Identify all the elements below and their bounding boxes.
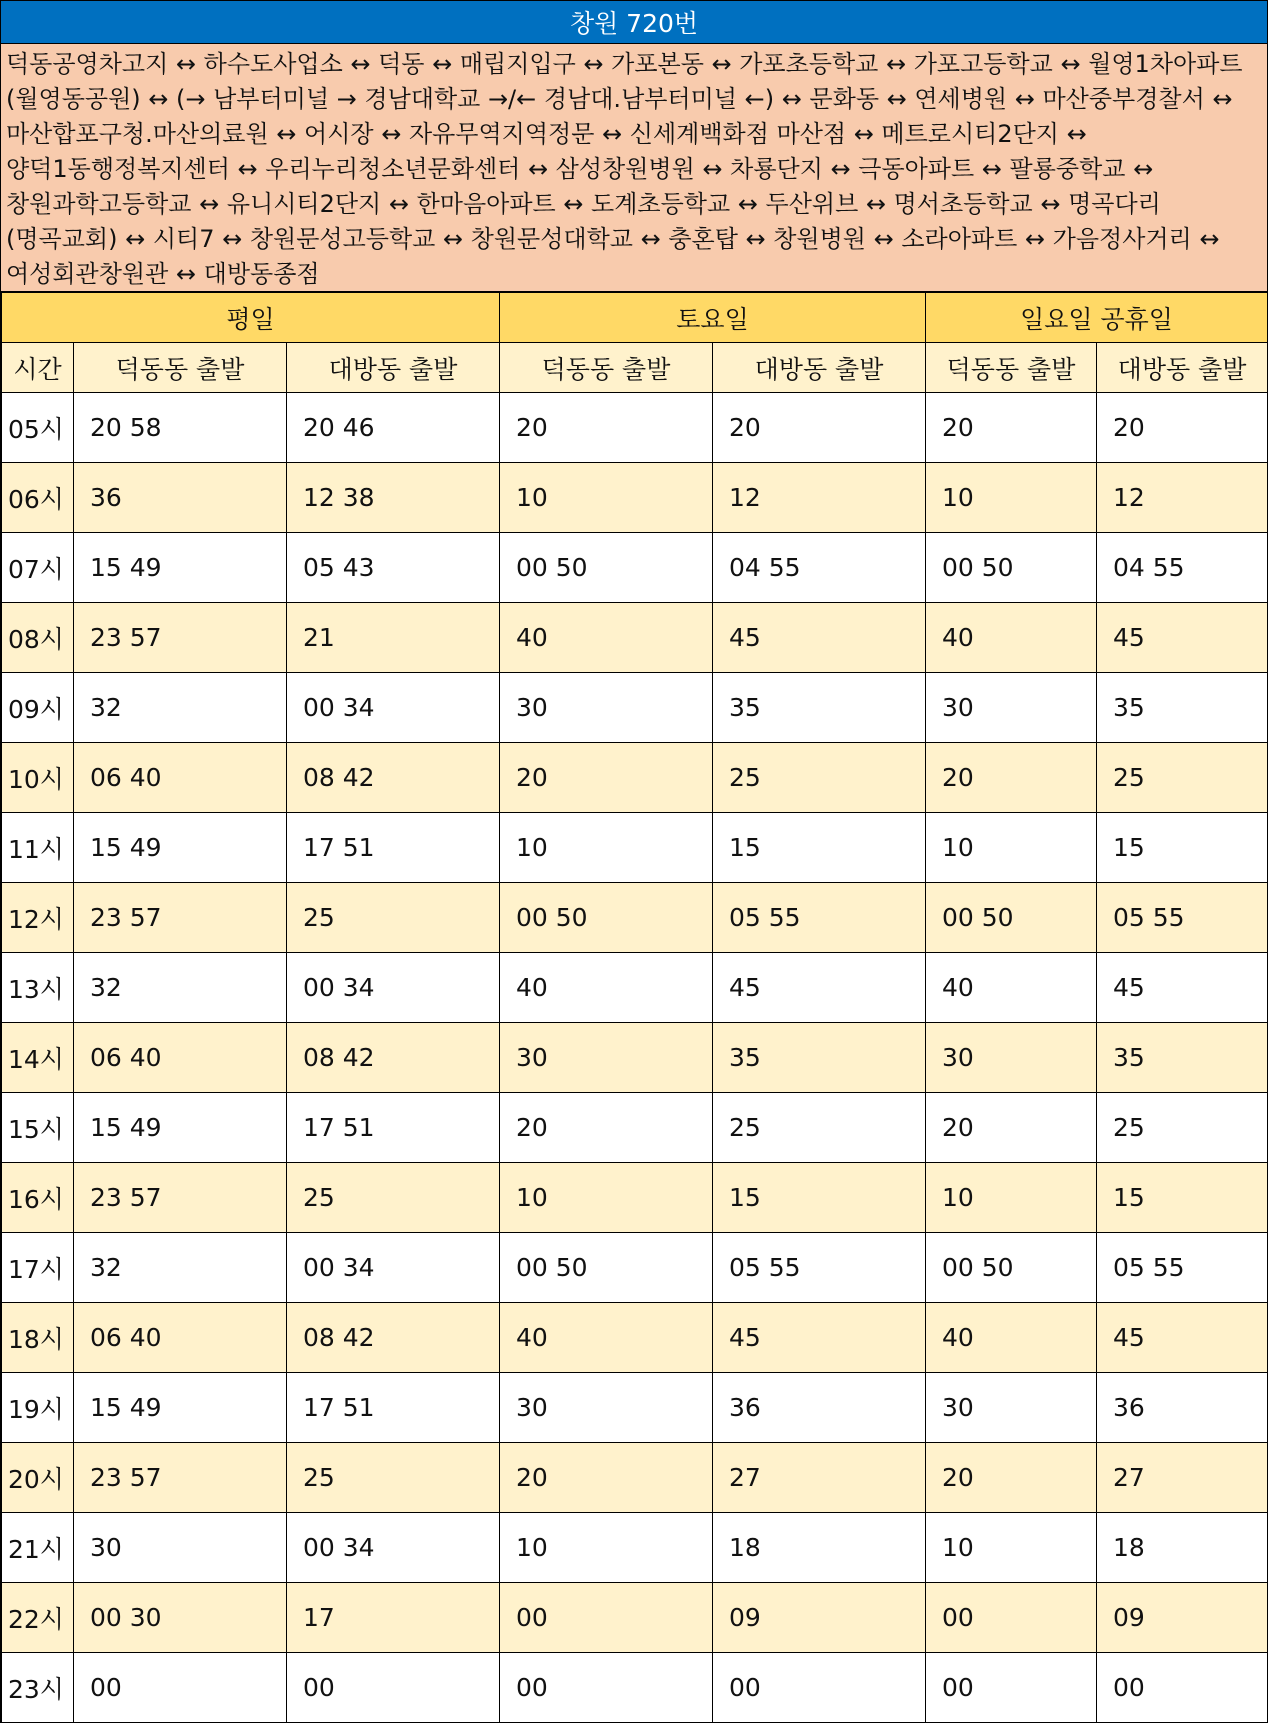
- hour-cell: 20시: [2, 1443, 74, 1513]
- column-header-daebang-saturday: 대방동 출발: [713, 343, 926, 393]
- departure-minutes-cell: 40: [500, 953, 713, 1023]
- table-row: [2, 1093, 1268, 1163]
- hour-cell: 16시: [2, 1163, 74, 1233]
- departure-minutes-cell: 20: [713, 393, 926, 463]
- departure-minutes-cell: 40: [926, 603, 1097, 673]
- departure-minutes-cell: 06 40: [74, 1303, 287, 1373]
- departure-minutes-cell: 00 50: [926, 533, 1097, 603]
- hour-cell: 05시: [2, 393, 74, 463]
- departure-minutes-cell: 00: [713, 1653, 926, 1723]
- departure-minutes-cell: 00: [926, 1653, 1097, 1723]
- departure-minutes-cell: 20: [500, 1093, 713, 1163]
- departure-minutes-cell: 15: [713, 1163, 926, 1233]
- departure-minutes-cell: 20: [926, 393, 1097, 463]
- table-row: [2, 1163, 1268, 1233]
- departure-minutes-cell: 09: [713, 1583, 926, 1653]
- departure-minutes-cell: 23 57: [74, 1443, 287, 1513]
- departure-minutes-cell: 23 57: [74, 603, 287, 673]
- departure-minutes-cell: 00: [287, 1653, 500, 1723]
- departure-minutes-cell: 09: [1097, 1583, 1268, 1653]
- departure-minutes-cell: 30: [926, 1023, 1097, 1093]
- departure-minutes-cell: 05 55: [1097, 883, 1268, 953]
- table-row: [2, 1443, 1268, 1513]
- departure-minutes-cell: 10: [926, 1163, 1097, 1233]
- table-row: [2, 1583, 1268, 1653]
- departure-minutes-cell: 10: [926, 463, 1097, 533]
- departure-minutes-cell: 00: [500, 1653, 713, 1723]
- departure-minutes-cell: 30: [500, 1373, 713, 1443]
- column-header-daebang-weekday: 대방동 출발: [287, 343, 500, 393]
- departure-minutes-cell: 30: [74, 1513, 287, 1583]
- table-row: [2, 743, 1268, 813]
- departure-minutes-cell: 05 55: [713, 1233, 926, 1303]
- hour-cell: 15시: [2, 1093, 74, 1163]
- table-row: [2, 813, 1268, 883]
- departure-minutes-cell: 10: [500, 463, 713, 533]
- departure-minutes-cell: 05 55: [713, 883, 926, 953]
- table-row: [2, 393, 1268, 463]
- departure-minutes-cell: 20: [1097, 393, 1268, 463]
- departure-minutes-cell: 10: [926, 1513, 1097, 1583]
- departure-minutes-cell: 15: [713, 813, 926, 883]
- departure-minutes-cell: 10: [926, 813, 1097, 883]
- departure-minutes-cell: 40: [926, 953, 1097, 1023]
- group-header-saturday: 토요일: [500, 293, 926, 343]
- departure-minutes-cell: 45: [1097, 953, 1268, 1023]
- departure-minutes-cell: 35: [713, 1023, 926, 1093]
- departure-minutes-cell: 25: [1097, 743, 1268, 813]
- table-row: [2, 673, 1268, 743]
- departure-minutes-cell: 18: [713, 1513, 926, 1583]
- departure-minutes-cell: 10: [500, 1513, 713, 1583]
- departure-minutes-cell: 32: [74, 953, 287, 1023]
- departure-minutes-cell: 35: [1097, 1023, 1268, 1093]
- table-row: [2, 533, 1268, 603]
- hour-cell: 22시: [2, 1583, 74, 1653]
- departure-minutes-cell: 23 57: [74, 883, 287, 953]
- table-row: [2, 1373, 1268, 1443]
- departure-minutes-cell: 17 51: [287, 1093, 500, 1163]
- departure-minutes-cell: 04 55: [1097, 533, 1268, 603]
- departure-minutes-cell: 06 40: [74, 743, 287, 813]
- departure-minutes-cell: 25: [287, 883, 500, 953]
- table-row: [2, 463, 1268, 533]
- hour-cell: 21시: [2, 1513, 74, 1583]
- departure-minutes-cell: 15: [1097, 1163, 1268, 1233]
- departure-minutes-cell: 08 42: [287, 743, 500, 813]
- departure-minutes-cell: 20: [500, 1443, 713, 1513]
- hour-cell: 12시: [2, 883, 74, 953]
- departure-minutes-cell: 12 38: [287, 463, 500, 533]
- hour-cell: 14시: [2, 1023, 74, 1093]
- table-row: [2, 1303, 1268, 1373]
- departure-minutes-cell: 32: [74, 673, 287, 743]
- group-header-row: [2, 293, 1268, 343]
- departure-minutes-cell: 08 42: [287, 1023, 500, 1093]
- departure-minutes-cell: 12: [1097, 463, 1268, 533]
- hour-cell: 06시: [2, 463, 74, 533]
- hour-cell: 08시: [2, 603, 74, 673]
- departure-minutes-cell: 00 34: [287, 673, 500, 743]
- table-row: [2, 883, 1268, 953]
- hour-cell: 18시: [2, 1303, 74, 1373]
- departure-minutes-cell: 30: [926, 1373, 1097, 1443]
- hour-cell: 11시: [2, 813, 74, 883]
- table-row: [2, 603, 1268, 673]
- departure-minutes-cell: 36: [74, 463, 287, 533]
- departure-minutes-cell: 20: [926, 743, 1097, 813]
- departure-minutes-cell: 15: [1097, 813, 1268, 883]
- hour-cell: 19시: [2, 1373, 74, 1443]
- departure-minutes-cell: 40: [500, 1303, 713, 1373]
- departure-minutes-cell: 04 55: [713, 533, 926, 603]
- departure-minutes-cell: 21: [287, 603, 500, 673]
- table-row: [2, 953, 1268, 1023]
- departure-minutes-cell: 35: [1097, 673, 1268, 743]
- hour-cell: 13시: [2, 953, 74, 1023]
- departure-minutes-cell: 17: [287, 1583, 500, 1653]
- column-header-row: [2, 343, 1268, 393]
- departure-minutes-cell: 25: [287, 1443, 500, 1513]
- table-row: [2, 1513, 1268, 1583]
- departure-minutes-cell: 15 49: [74, 813, 287, 883]
- hour-cell: 09시: [2, 673, 74, 743]
- table-row: [2, 1653, 1268, 1723]
- timetable-body: [2, 393, 1268, 1723]
- departure-minutes-cell: 45: [1097, 603, 1268, 673]
- departure-minutes-cell: 08 42: [287, 1303, 500, 1373]
- departure-minutes-cell: 00: [500, 1583, 713, 1653]
- departure-minutes-cell: 20: [926, 1093, 1097, 1163]
- departure-minutes-cell: 00 34: [287, 953, 500, 1023]
- departure-minutes-cell: 20: [500, 393, 713, 463]
- column-header-deokdong-sunday: 덕동동 출발: [926, 343, 1097, 393]
- departure-minutes-cell: 12: [713, 463, 926, 533]
- group-header-sunday-holiday: 일요일 공휴일: [926, 293, 1268, 343]
- departure-minutes-cell: 00: [74, 1653, 287, 1723]
- departure-minutes-cell: 30: [500, 673, 713, 743]
- departure-minutes-cell: 00 50: [500, 883, 713, 953]
- departure-minutes-cell: 45: [713, 953, 926, 1023]
- departure-minutes-cell: 27: [713, 1443, 926, 1513]
- departure-minutes-cell: 40: [926, 1303, 1097, 1373]
- hour-cell: 07시: [2, 533, 74, 603]
- departure-minutes-cell: 20: [926, 1443, 1097, 1513]
- departure-minutes-cell: 15 49: [74, 1093, 287, 1163]
- departure-minutes-cell: 17 51: [287, 813, 500, 883]
- departure-minutes-cell: 23 57: [74, 1163, 287, 1233]
- departure-minutes-cell: 20 58: [74, 393, 287, 463]
- departure-minutes-cell: 18: [1097, 1513, 1268, 1583]
- departure-minutes-cell: 00 30: [74, 1583, 287, 1653]
- departure-minutes-cell: 36: [713, 1373, 926, 1443]
- hour-cell: 23시: [2, 1653, 74, 1723]
- group-header-weekday: 평일: [2, 293, 500, 343]
- departure-minutes-cell: 20 46: [287, 393, 500, 463]
- timetable: [1, 292, 1268, 1723]
- column-header-time: 시간: [2, 343, 74, 393]
- table-row: [2, 1023, 1268, 1093]
- departure-minutes-cell: 15 49: [74, 533, 287, 603]
- column-header-daebang-sunday: 대방동 출발: [1097, 343, 1268, 393]
- table-row: [2, 1233, 1268, 1303]
- departure-minutes-cell: 20: [500, 743, 713, 813]
- column-header-deokdong-weekday: 덕동동 출발: [74, 343, 287, 393]
- departure-minutes-cell: 36: [1097, 1373, 1268, 1443]
- departure-minutes-cell: 00 50: [926, 1233, 1097, 1303]
- departure-minutes-cell: 25: [713, 743, 926, 813]
- departure-minutes-cell: 00 50: [500, 533, 713, 603]
- departure-minutes-cell: 05 55: [1097, 1233, 1268, 1303]
- departure-minutes-cell: 25: [713, 1093, 926, 1163]
- departure-minutes-cell: 25: [287, 1163, 500, 1233]
- departure-minutes-cell: 00 34: [287, 1233, 500, 1303]
- departure-minutes-cell: 17 51: [287, 1373, 500, 1443]
- route-description: 덕동공영차고지 ↔ 하수도사업소 ↔ 덕동 ↔ 매립지입구 ↔ 가포본동 ↔ 가포초등학교 ↔ 가포고등학교 ↔ 월영1차아파트(월영동공원) ↔ (→ 남부터미널 → 경남대학교 →/← 경남대.남부터미널 ←) ↔ 문화동 ↔ 연세병원 ↔ 마산중부경찰서 ↔ 마산합포구청.마산의료원 ↔ 어시장 ↔ 자유무역지역정문 ↔ 신세계백화점 마산점 ↔ 메트로시티2단지 ↔ 양덕1동행정복지센터 ↔ 우리누리청소년문화센터 ↔ 삼성창원병원 ↔ 차룡단지 ↔ 극동아파트 ↔ 팔룡중학교 ↔ 창원과학고등학교 ↔ 유니시티2단지 ↔ 한마음아파트 ↔ 도계초등학교 ↔ 두산위브 ↔ 명서초등학교 ↔ 명곡다리(명곡교회) ↔ 시티7 ↔ 창원문성고등학교 ↔ 창원문성대학교 ↔ 충혼탑 ↔ 창원병원 ↔ 소라아파트 ↔ 가음정사거리 ↔ 여성회관창원관 ↔ 대방동종점: [1, 44, 1267, 292]
- departure-minutes-cell: 00 50: [926, 883, 1097, 953]
- departure-minutes-cell: 00 50: [500, 1233, 713, 1303]
- departure-minutes-cell: 30: [500, 1023, 713, 1093]
- departure-minutes-cell: 00: [1097, 1653, 1268, 1723]
- departure-minutes-cell: 27: [1097, 1443, 1268, 1513]
- departure-minutes-cell: 00 34: [287, 1513, 500, 1583]
- departure-minutes-cell: 00: [926, 1583, 1097, 1653]
- departure-minutes-cell: 32: [74, 1233, 287, 1303]
- departure-minutes-cell: 40: [500, 603, 713, 673]
- departure-minutes-cell: 06 40: [74, 1023, 287, 1093]
- departure-minutes-cell: 10: [500, 1163, 713, 1233]
- hour-cell: 10시: [2, 743, 74, 813]
- departure-minutes-cell: 15 49: [74, 1373, 287, 1443]
- departure-minutes-cell: 30: [926, 673, 1097, 743]
- column-header-deokdong-saturday: 덕동동 출발: [500, 343, 713, 393]
- departure-minutes-cell: 35: [713, 673, 926, 743]
- hour-cell: 17시: [2, 1233, 74, 1303]
- departure-minutes-cell: 05 43: [287, 533, 500, 603]
- page-title: 창원 720번: [1, 0, 1267, 44]
- departure-minutes-cell: 10: [500, 813, 713, 883]
- departure-minutes-cell: 45: [1097, 1303, 1268, 1373]
- departure-minutes-cell: 45: [713, 1303, 926, 1373]
- departure-minutes-cell: 45: [713, 603, 926, 673]
- departure-minutes-cell: 25: [1097, 1093, 1268, 1163]
